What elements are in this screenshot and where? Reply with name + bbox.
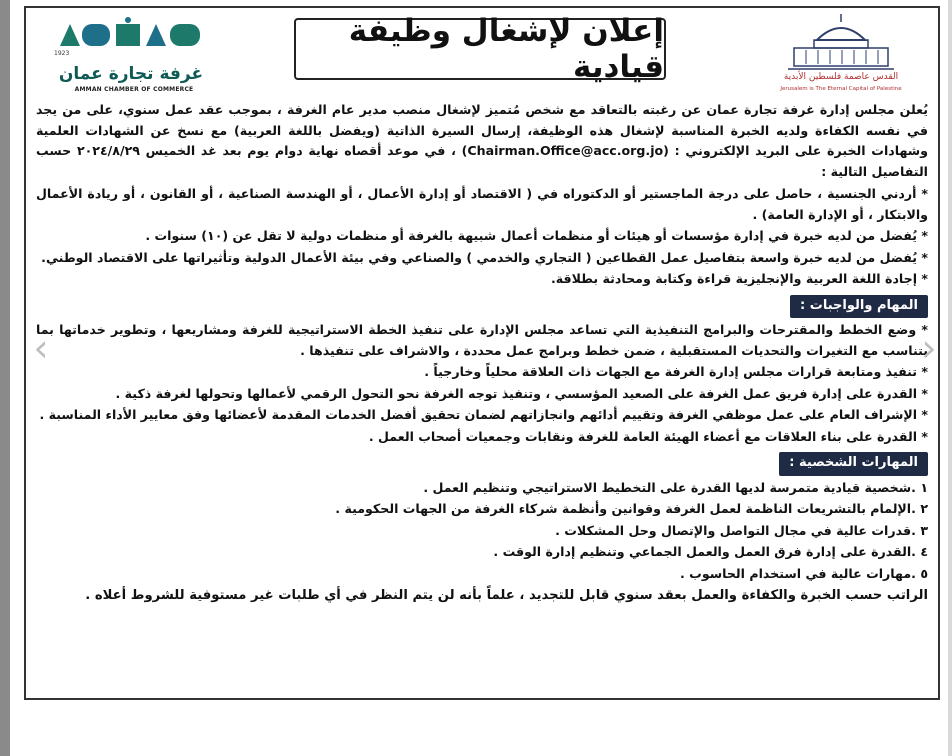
- document-header: [26, 8, 938, 104]
- tasks-heading-wrap: [36, 291, 928, 321]
- previous-arrow-icon[interactable]: ‹: [33, 326, 49, 370]
- salary-note: الراتب حسب الخبرة والكفاءة والعمل بعقد سنوي قابل للتجديد ، علماً بأنه لن يتم النظر في أي طلبات غير مستوفية للشروط أعلاه .: [85, 588, 928, 603]
- list-item: * القدرة على إدارة فريق عمل الغرفة على الصعيد المؤسسي ، وتنفيذ توجه الغرفة نحو التحول الرقمي لأعمالها وتحولها لغرفة ذكية .: [115, 385, 928, 401]
- announcement-document: [24, 6, 940, 700]
- list-item: * يُفضل من لديه خبرة واسعة بتفاصيل عمل القطاعين ( التجاري والخدمي ) والصناعي وفي بيئة الأعمال الدولية وتأثيراتها على الاقتصاد الوطني.: [41, 249, 928, 265]
- requirements-list: [36, 184, 928, 290]
- list-item: ٣ .قدرات عالية في مجال التواصل والإتصال وحل المشكلات .: [555, 522, 928, 538]
- logo-arabic-name: غرفة تجارة عمان: [58, 64, 204, 84]
- announcement-title: إعلان لإشغال وظيفة قيادية: [294, 18, 666, 80]
- skills-list: [36, 478, 928, 585]
- list-item: * وضع الخطط والمقترحات والبرامج التنفيذية التي تساعد مجلس الإدارة على تنفيذ الخطة الاستراتيجية للغرفة ومشاريعها ، وتطوير خدماتها بما يتناسب مع التغيرات والتحديات المستقبلية ، ضمن خطط وبرامج عمل محددة ، والاشراف على تنفيذها .: [36, 322, 928, 358]
- left-edge-strip: [0, 0, 10, 756]
- amman-chamber-logo: [48, 12, 218, 100]
- skills-heading-wrap: [36, 448, 928, 478]
- tasks-list: [36, 320, 928, 447]
- list-item: * أردني الجنسية ، حاصل على درجة الماجستير أو الدكتوراه في ( الاقتصاد أو إدارة الأعمال ، أو الهندسة الصناعية ، أو القانون ، أو ريادة الأعمال والابتكار ، أو الإدارة العامة) .: [36, 186, 928, 222]
- announcement-body: [36, 100, 928, 607]
- list-item: * إجادة اللغة العربية والإنجليزية قراءة وكتابة ومحادثة بطلاقة.: [550, 271, 928, 286]
- list-item: ١ .شخصية قيادية متمرسة لديها القدرة على التخطيط الاستراتيجي وتنظيم العمل .: [423, 479, 928, 495]
- list-item: * يُفضل من لديه خبرة في إدارة مؤسسات أو هيئات أو منظمات أعمال شبيهة بالغرفة أو منظمات دولية لا تقل عن (١٠) سنوات .: [145, 228, 928, 243]
- list-item: * تنفيذ ومتابعة قرارات مجلس إدارة الغرفة مع الجهات ذات العلاقة محلياً وخارجياً .: [424, 364, 928, 379]
- next-arrow-icon[interactable]: ›: [921, 326, 937, 370]
- list-item: * الإشراف العام على عمل موظفي الغرفة وتقييم أدائهم وانجازاتهم لضمان تحقيق أفضل الخدمات المقدمة لأعضائها وفق معايير الأداء المناسبة .: [39, 407, 928, 422]
- list-item: ٤ .القدرة على إدارة فرق العمل والعمل الجماعي وتنظيم إدارة الوقت .: [493, 544, 928, 559]
- skills-heading: المهارات الشخصية :: [779, 452, 928, 476]
- list-item: ٢ .الإلمام بالتشريعات الناظمة لعمل الغرفة وقوانين وأنظمة شركاء الغرفة من الجهات الحكومية .: [335, 501, 928, 516]
- intro-paragraph: يُعلن مجلس إدارة غرفة تجارة عمان عن رغبته بالتعاقد مع شخص مُتميز لإشغال منصب مدير عام الغرفة ، بموجب عقد عمل سنوي، على من يجد في نفسه الكفاءة ولديه الخبرة المناسبة لإشغال هذه الوظيفة، إرسال السيرة الذاتية (ويفضل باللغة العربية) مع نسخ عن الشهادات العلمية وشهادات الخبرة على البريد الإلكتروني : (Chairman.Office@acc.org.jo) ، في موعد أقصاه نهاية دوام يوم بعد غد الخميس ٢٠٢٤/٨/٢٩ حسب التفاصيل التالية :: [36, 102, 928, 179]
- tasks-heading: المهام والواجبات :: [790, 295, 928, 319]
- amman-chamber-mark-icon: [56, 16, 206, 56]
- jerusalem-logo: [766, 12, 916, 102]
- right-edge-strip: [948, 0, 952, 756]
- list-item: ٥ .مهارات عالية في استخدام الحاسوب .: [680, 565, 928, 581]
- jerusalem-english-slogan: Jerusalem is The Eternal Capital of Palestine: [780, 86, 902, 92]
- jerusalem-arabic-slogan: القدس عاصمة فلسطين الأبدية: [783, 72, 899, 82]
- logo-year: 1923: [54, 50, 70, 57]
- logo-english-name: AMMAN CHAMBER OF COMMERCE: [74, 86, 194, 93]
- dome-of-rock-icon: [784, 14, 898, 72]
- list-item: * القدرة على بناء العلاقات مع أعضاء الهيئة العامة للغرفة ونقابات وجمعيات أصحاب العمل .: [368, 428, 928, 444]
